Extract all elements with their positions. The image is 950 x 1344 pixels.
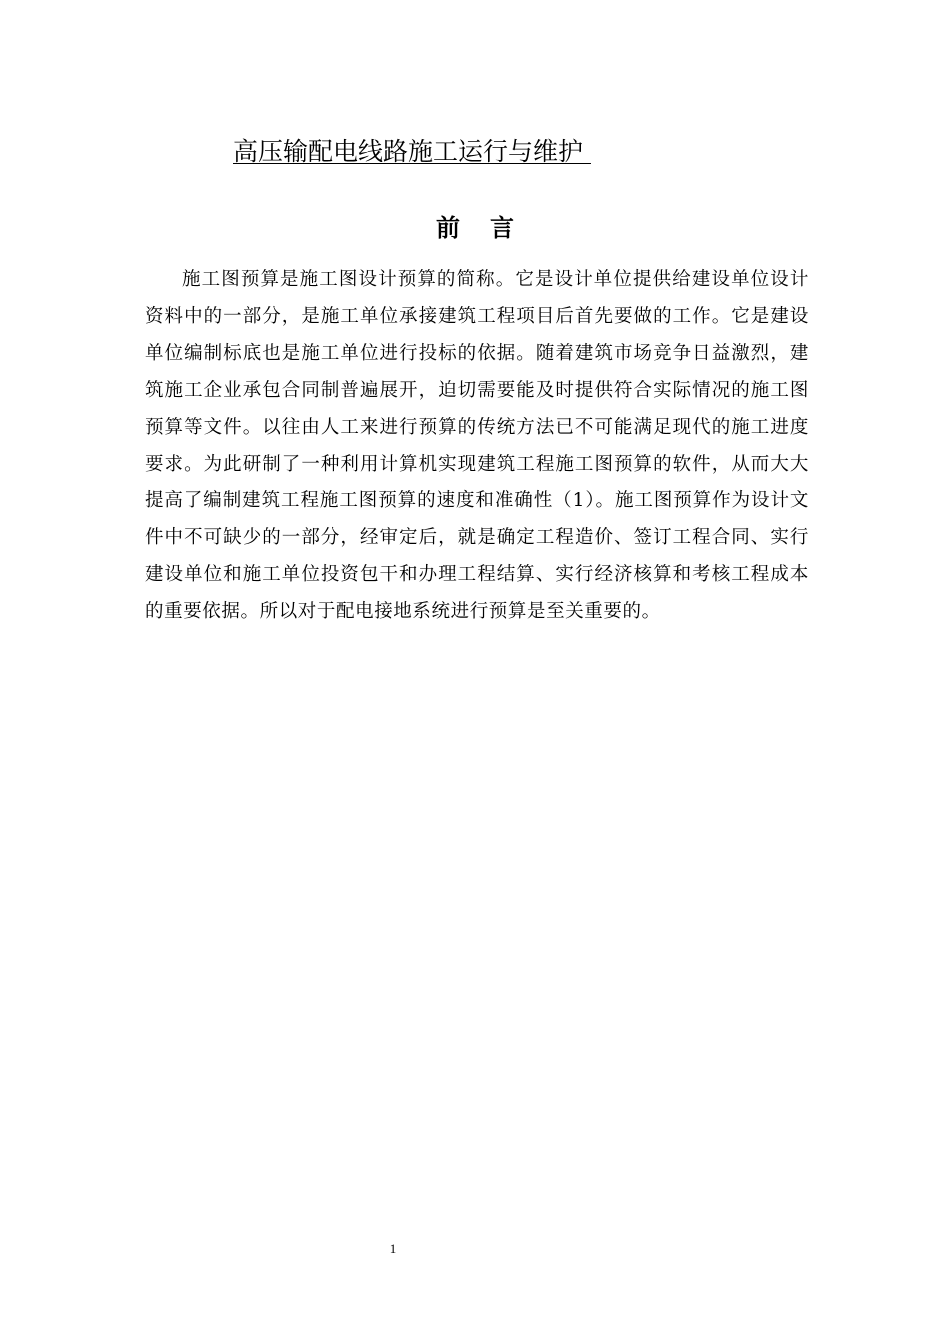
page-number: 1	[389, 1241, 397, 1256]
body-paragraph: 施工图预算是施工图设计预算的简称。它是设计单位提供给建设单位设计资料中的一部分，是施工单位承接建筑工程项目后首先要做的工作。它是建设单位编制标底也是施工单位进行投标的依据。随着建筑市场竞争日益激烈，建筑施工企业承包合同制普遍展开，迫切需要能及时提供符合实际情况的施工图预算等文件。以往由人工来进行预算的传统方法已不可能满足现代的施工进度要求。为此研制了一种利用计算机实现建筑工程施工图预算的软件，从而大大提高了编制建筑工程施工图预算的速度和准确性（1）。施工图预算作为设计文件中不可缺少的一部分，经审定后，就是确定工程造价、签订工程合同、实行建设单位和施工单位投资包干和办理工程结算、实行经济核算和考核工程成本的重要依据。所以对于配电接地系统进行预算是至关重要的。	[145, 269, 809, 623]
section-heading: 前言	[436, 213, 544, 242]
document-title: 高压输配电线路施工运行与维护	[233, 137, 591, 166]
